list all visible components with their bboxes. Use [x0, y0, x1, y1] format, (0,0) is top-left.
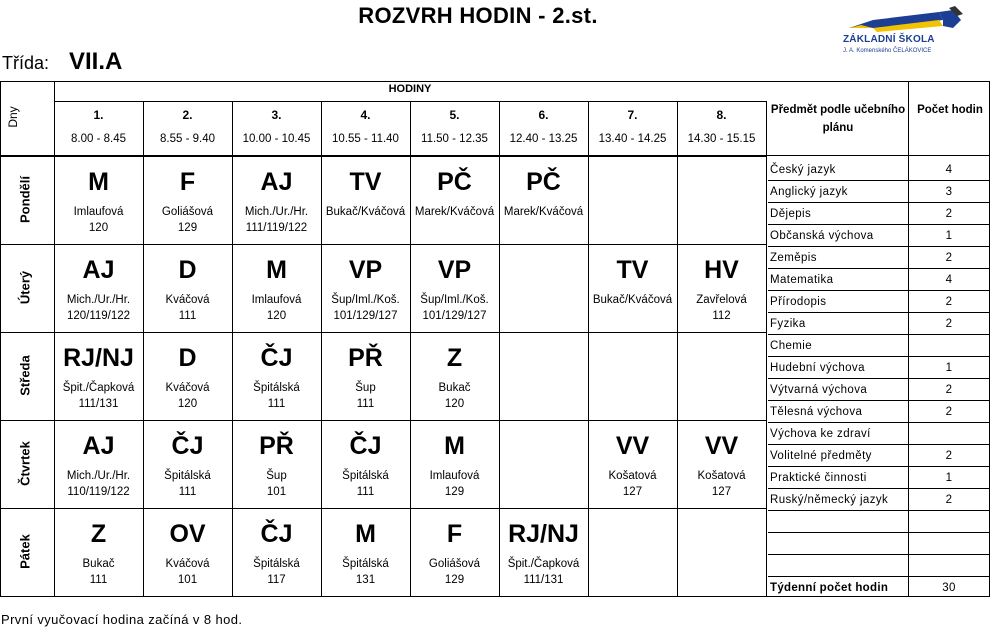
- grid-line: [0, 508, 767, 509]
- subject-row: [768, 489, 990, 511]
- lesson-teacher: Mich./Ur./Hr.: [66, 470, 131, 482]
- lesson-subject: ČJ: [260, 344, 293, 372]
- lesson-room: 120: [266, 310, 287, 322]
- subject-count: 2: [945, 296, 953, 308]
- grid-line: [766, 155, 990, 156]
- day-label: Úterý: [17, 270, 33, 305]
- lesson-teacher: Mich./Ur./Hr.: [66, 294, 131, 306]
- lesson-teacher: Špitálská: [164, 470, 211, 482]
- period-time: 13.40 - 14.25: [598, 133, 667, 145]
- period-number: 6.: [538, 108, 549, 122]
- period-number: 1.: [93, 108, 104, 122]
- subject-row: [768, 467, 990, 489]
- lesson-teacher: Bukač: [438, 382, 471, 394]
- lesson-subject: [677, 334, 766, 380]
- subject-count: 2: [945, 318, 953, 330]
- subject-name: Anglický jazyk: [770, 186, 848, 198]
- lesson-teacher: Špitálská: [253, 382, 300, 394]
- lesson-cell: [499, 158, 588, 220]
- lesson-cell: [499, 510, 588, 588]
- lesson-subject: Z: [90, 520, 107, 548]
- lesson-cell: [588, 510, 677, 556]
- lesson-cell: [588, 246, 677, 308]
- lesson-subject: M: [444, 432, 465, 460]
- lesson-teacher: Bukač/Kváčová: [592, 294, 673, 306]
- lesson-cell: [321, 246, 410, 324]
- lesson-cell: [143, 334, 232, 412]
- lesson-cell: [54, 422, 143, 500]
- lesson-teacher: Špitálská: [342, 558, 389, 570]
- lesson-room: 112: [712, 310, 731, 322]
- class-label: Třída:: [2, 53, 50, 73]
- lesson-subject: PŘ: [259, 432, 294, 460]
- subject-count: 1: [945, 230, 953, 242]
- lesson-subject: ČJ: [260, 520, 293, 548]
- lesson-room: 111/131: [78, 398, 119, 410]
- subject-count: 2: [945, 252, 953, 264]
- subject-name: Výtvarná výchova: [770, 384, 868, 396]
- lesson-subject: [677, 158, 766, 204]
- lesson-subject: RJ/NJ: [63, 344, 134, 372]
- lesson-room: 129: [177, 222, 198, 234]
- lesson-room: 101/129/127: [333, 310, 398, 322]
- day-label: Pondělí: [17, 176, 33, 223]
- logo-text: ZÁKLADNÍ ŠKOLA: [843, 34, 935, 45]
- grid-line: [0, 81, 767, 82]
- grid-line: [0, 596, 767, 597]
- lesson-subject: Z: [446, 344, 463, 372]
- lesson-teacher: Kváčová: [165, 558, 210, 570]
- lesson-room: 111: [178, 486, 197, 498]
- lesson-cell: [677, 246, 766, 324]
- subject-row: [768, 379, 990, 401]
- subject-name: Hudební výchova: [770, 362, 865, 374]
- lesson-cell: [54, 246, 143, 324]
- subject-row: [768, 511, 990, 533]
- lesson-subject: HV: [704, 256, 739, 284]
- lesson-subject: PČ: [526, 168, 561, 196]
- lesson-cell: [410, 246, 499, 324]
- lesson-cell: [321, 422, 410, 500]
- lesson-room: 101/129/127: [422, 310, 487, 322]
- lesson-cell: [499, 334, 588, 380]
- day-label: Pátek: [17, 534, 33, 569]
- lesson-teacher: Goliášová: [161, 206, 214, 218]
- period-time: 12.40 - 13.25: [509, 133, 578, 145]
- total-label: Týdenní počet hodin: [770, 582, 889, 594]
- lesson-room: 120: [444, 398, 465, 410]
- subject-row: [768, 181, 990, 203]
- subject-count: 2: [945, 208, 953, 220]
- subject-count: 1: [945, 472, 953, 484]
- lesson-cell: [232, 334, 321, 412]
- lesson-subject: AJ: [82, 256, 115, 284]
- lesson-teacher: Bukač/Kváčová: [325, 206, 406, 218]
- count-header: Počet hodin: [917, 104, 983, 116]
- lesson-room: 127: [711, 486, 732, 498]
- footer-note: První vyučovací hodina začíná v 8 hod.: [1, 612, 243, 627]
- lesson-cell: [54, 510, 143, 588]
- lesson-cell: [321, 510, 410, 588]
- period-time: 11.50 - 12.35: [421, 133, 488, 145]
- lesson-subject: F: [446, 520, 463, 548]
- subject-count: 2: [945, 384, 953, 396]
- lesson-teacher: Zavřelová: [696, 294, 747, 306]
- lesson-teacher: Šup/Iml./Koš.: [331, 294, 400, 306]
- lesson-room: 110/119/122: [67, 486, 130, 498]
- subject-name: Ruský/německý jazyk: [770, 494, 889, 506]
- lesson-teacher: Mich./Ur./Hr.: [244, 206, 309, 218]
- lesson-cell: [143, 510, 232, 588]
- subject-name: Praktické činnosti: [770, 472, 867, 484]
- lesson-subject: AJ: [260, 168, 293, 196]
- class-value: VII.A: [69, 48, 123, 75]
- lesson-cell: [588, 334, 677, 380]
- lesson-cell: [232, 422, 321, 500]
- grid-line: [0, 156, 767, 157]
- hodiny-header: HODINY: [388, 83, 432, 95]
- subject-row: [768, 555, 990, 577]
- grid-line: [0, 332, 767, 333]
- day-label: Čtvrtek: [17, 441, 33, 486]
- lesson-room: 131: [355, 574, 376, 586]
- subject-row: [768, 401, 990, 423]
- subject-count: 2: [945, 494, 953, 506]
- total-value: 30: [942, 582, 956, 594]
- subject-row: [768, 445, 990, 467]
- subject-name: Přírodopis: [770, 296, 827, 308]
- grid-line: [0, 420, 767, 421]
- lesson-cell: [410, 334, 499, 412]
- lesson-teacher: Šup/Iml./Koš.: [420, 294, 489, 306]
- lesson-subject: M: [266, 256, 287, 284]
- lesson-room: 129: [444, 486, 465, 498]
- lesson-room: 120: [177, 398, 198, 410]
- lesson-room: 111/131: [523, 574, 564, 586]
- lesson-cell: [677, 422, 766, 500]
- lesson-room: 111: [356, 398, 375, 410]
- lesson-subject: OV: [169, 520, 206, 548]
- lesson-subject: VP: [437, 256, 472, 284]
- lesson-room: 120/119/122: [66, 310, 131, 322]
- lesson-room: 111: [89, 574, 108, 586]
- subject-row: [768, 423, 990, 445]
- subject-row: [768, 225, 990, 247]
- subject-row: [768, 357, 990, 379]
- page-title: ROZVRH HODIN - 2.st.: [358, 3, 598, 28]
- grid-line: [0, 81, 1, 597]
- lesson-cell: [143, 246, 232, 324]
- lesson-subject: D: [178, 256, 197, 284]
- lesson-teacher: Marek/Kváčová: [414, 206, 495, 218]
- lesson-subject: [677, 510, 766, 556]
- grid-line: [0, 244, 767, 245]
- lesson-room: 101: [177, 574, 198, 586]
- lesson-cell: [232, 510, 321, 588]
- lesson-subject: RJ/NJ: [508, 520, 579, 548]
- lesson-room: 117: [267, 574, 286, 586]
- lesson-room: 111: [267, 398, 286, 410]
- lesson-cell: [588, 422, 677, 500]
- period-time: 10.55 - 11.40: [332, 133, 399, 145]
- subject-count: 4: [945, 164, 953, 176]
- lesson-teacher: Košatová: [608, 470, 657, 482]
- lesson-teacher: Bukač: [82, 558, 115, 570]
- period-number: 5.: [449, 108, 460, 122]
- subject-row: [768, 291, 990, 313]
- lesson-room: 101: [266, 486, 287, 498]
- lesson-room: 111: [178, 310, 197, 322]
- grid-line: [766, 101, 767, 597]
- period-time: 10.00 - 10.45: [242, 133, 311, 145]
- lesson-room: 127: [622, 486, 643, 498]
- lesson-subject: M: [88, 168, 109, 196]
- lesson-cell: [410, 422, 499, 500]
- lesson-cell: [677, 158, 766, 204]
- lesson-teacher: Špit./Čapková: [62, 382, 135, 394]
- subject-name: Chemie: [770, 340, 813, 352]
- lesson-cell: [143, 158, 232, 236]
- subject-count: 4: [945, 274, 953, 286]
- lesson-cell: [321, 158, 410, 220]
- lesson-teacher: Šup: [355, 382, 376, 394]
- lesson-teacher: Kváčová: [165, 294, 210, 306]
- subject-count: 2: [945, 450, 953, 462]
- period-time: 14.30 - 15.15: [687, 133, 756, 145]
- subject-name: Občanská výchova: [770, 230, 874, 242]
- lesson-cell: [232, 246, 321, 324]
- lesson-cell: [321, 334, 410, 412]
- subject-row: [768, 533, 990, 555]
- lesson-subject: PČ: [437, 168, 472, 196]
- lesson-cell: [410, 510, 499, 588]
- lesson-teacher: Marek/Kváčová: [503, 206, 584, 218]
- period-number: 2.: [182, 108, 193, 122]
- subject-name: Tělesná výchova: [770, 406, 863, 418]
- subject-count: 3: [945, 186, 953, 198]
- subject-name: Fyzika: [770, 318, 806, 330]
- subject-name: Volitelné předměty: [770, 450, 872, 462]
- lesson-cell: [588, 158, 677, 204]
- lesson-subject: [588, 510, 677, 556]
- lesson-subject: VP: [348, 256, 383, 284]
- lesson-room: 129: [444, 574, 465, 586]
- day-label: Středa: [17, 355, 33, 396]
- subject-name: Český jazyk: [770, 164, 836, 176]
- lesson-teacher: Goliášová: [428, 558, 481, 570]
- lesson-teacher: Špitálská: [342, 470, 389, 482]
- subject-row: [768, 159, 990, 181]
- period-time: 8.55 - 9.40: [160, 133, 215, 145]
- lesson-teacher: Kváčová: [165, 382, 210, 394]
- lesson-teacher: Imlaufová: [251, 294, 302, 306]
- subject-row: [768, 203, 990, 225]
- lesson-cell: [499, 422, 588, 468]
- logo-subtext: J. A. Komenského ČELÁKOVICE: [843, 48, 932, 54]
- lesson-subject: TV: [616, 256, 649, 284]
- period-number: 3.: [271, 108, 282, 122]
- lesson-subject: [499, 422, 588, 468]
- lesson-subject: TV: [349, 168, 382, 196]
- lesson-teacher: Imlaufová: [73, 206, 124, 218]
- lesson-teacher: Šup: [266, 470, 287, 482]
- period-number: 8.: [716, 108, 727, 122]
- grid-line: [766, 81, 990, 82]
- lesson-subject: [588, 158, 677, 204]
- subject-name: Dějepis: [770, 208, 812, 220]
- lesson-subject: ČJ: [171, 432, 204, 460]
- lesson-subject: M: [355, 520, 376, 548]
- lesson-teacher: Špit./Čapková: [507, 558, 580, 570]
- grid-line: [766, 596, 990, 597]
- subject-row: [768, 247, 990, 269]
- lesson-cell: [232, 158, 321, 236]
- lesson-subject: VV: [704, 432, 739, 460]
- lesson-subject: VV: [615, 432, 650, 460]
- subject-row: [768, 335, 990, 357]
- period-number: 4.: [360, 108, 371, 122]
- school-logo: [843, 6, 967, 58]
- subject-name: Výchova ke zdraví: [770, 428, 871, 440]
- subject-row: [768, 269, 990, 291]
- lesson-room: 120: [88, 222, 109, 234]
- lesson-subject: D: [178, 344, 197, 372]
- lesson-teacher: Košatová: [697, 470, 746, 482]
- lesson-room: 111/119/122: [245, 222, 308, 234]
- lesson-teacher: Špitálská: [253, 558, 300, 570]
- lesson-cell: [410, 158, 499, 220]
- lesson-subject: AJ: [82, 432, 115, 460]
- lesson-cell: [677, 334, 766, 380]
- subject-name: Matematika: [770, 274, 834, 286]
- subject-count: 2: [945, 406, 953, 418]
- subject-count: 1: [945, 362, 953, 374]
- lesson-subject: F: [179, 168, 196, 196]
- dny-header: Dny: [6, 106, 20, 128]
- lesson-subject: [588, 334, 677, 380]
- lesson-cell: [54, 158, 143, 236]
- lesson-cell: [499, 246, 588, 292]
- subject-row: [768, 313, 990, 335]
- lesson-subject: [499, 334, 588, 380]
- subjects-header: Předmět podle učebního plánu: [770, 104, 906, 134]
- lesson-teacher: Imlaufová: [429, 470, 480, 482]
- lesson-cell: [143, 422, 232, 500]
- lesson-subject: ČJ: [349, 432, 382, 460]
- lesson-subject: PŘ: [348, 344, 383, 372]
- lesson-subject: [499, 246, 588, 292]
- period-number: 7.: [627, 108, 638, 122]
- lesson-cell: [677, 510, 766, 556]
- lesson-room: 111: [356, 486, 375, 498]
- period-time: 8.00 - 8.45: [71, 133, 126, 145]
- pencil-logo-icon: [843, 6, 967, 36]
- lesson-cell: [54, 334, 143, 412]
- subject-name: Zeměpis: [770, 252, 817, 264]
